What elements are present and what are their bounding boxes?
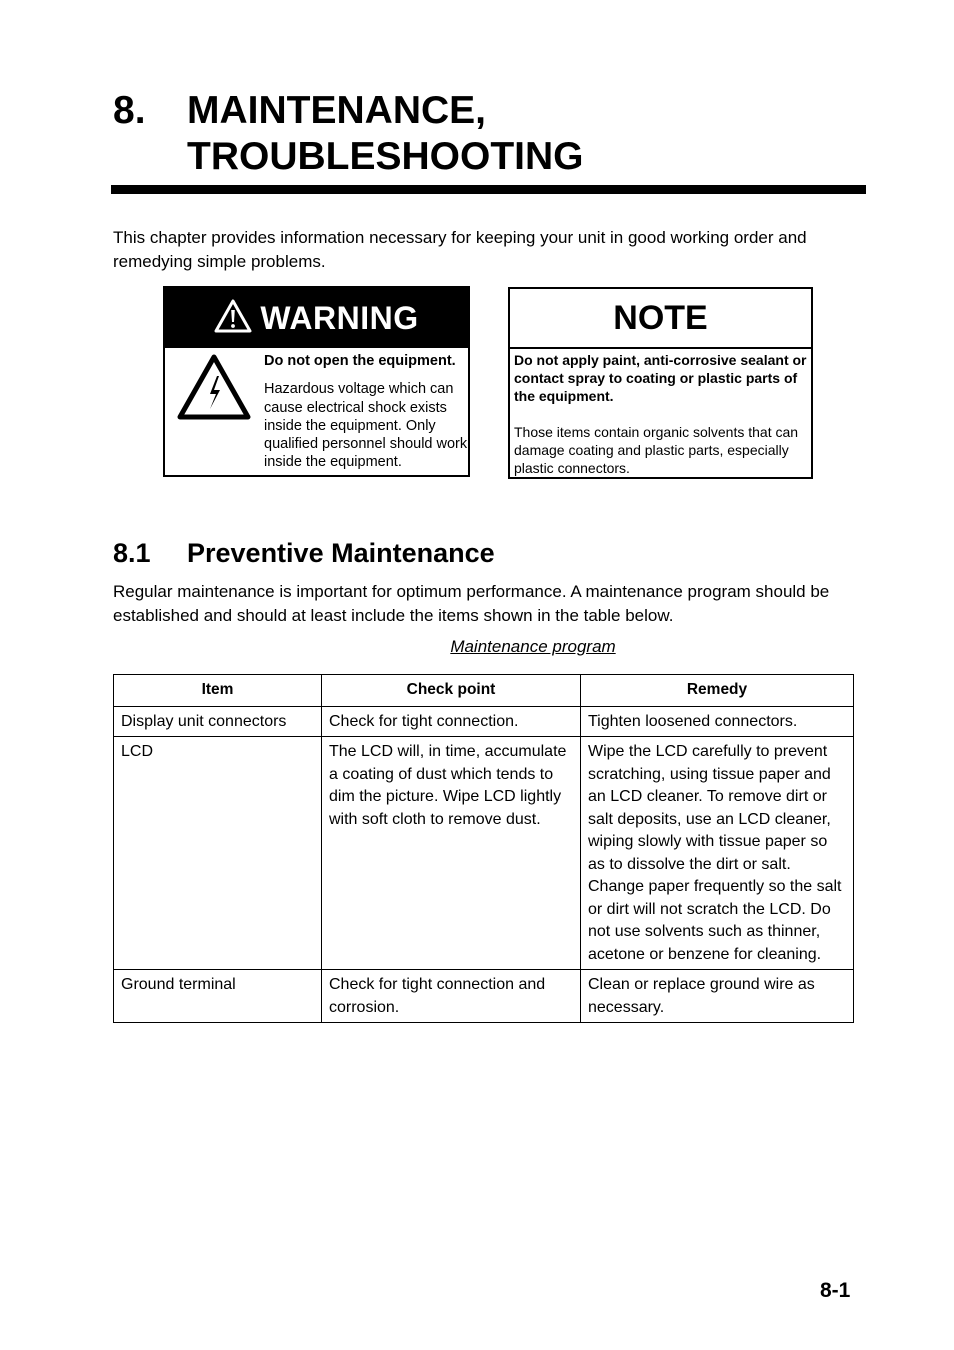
chapter-number: 8. xyxy=(113,89,146,132)
chapter-title-line2: TROUBLESHOOTING xyxy=(187,135,584,178)
maintenance-table xyxy=(113,674,854,1023)
table-header-row xyxy=(114,675,854,707)
header-remedy: Remedy xyxy=(581,675,854,707)
cell-check-point: Check for tight connection and corrosion. xyxy=(322,970,581,1023)
table-row xyxy=(114,970,854,1023)
table-caption: Maintenance program xyxy=(450,637,616,656)
section-number: 8.1 xyxy=(113,538,151,568)
intro-paragraph: This chapter provides information necessary for keeping your unit in good working order and remedying simple problems. xyxy=(113,228,807,271)
chapter-heading xyxy=(113,88,866,180)
section-heading xyxy=(113,536,495,570)
table-row xyxy=(114,706,854,737)
electric-shock-icon xyxy=(177,354,251,425)
chapter-title-line1: MAINTENANCE, xyxy=(187,89,486,132)
warning-box xyxy=(163,286,470,477)
cell-check-point: The LCD will, in time, accumulate a coating of dust which tends to dim the picture. Wipe LCD lightly with soft cloth to remove dust. xyxy=(322,737,581,970)
cell-item: LCD xyxy=(114,737,322,970)
cell-remedy: Wipe the LCD carefully to prevent scratching, using tissue paper and an LCD cleaner. To remove dirt or salt deposits, use an LCD cleaner, wiping slowly with tissue paper so as to dissolve the dirt or salt. Change paper frequently so the salt or dirt will not scratch the LCD. Do not use solvents such as thinner, acetone or benzene for cleaning. xyxy=(581,737,854,970)
section-title: Preventive Maintenance xyxy=(187,538,495,568)
note-title: Do not apply paint, anti-corrosive sealant or contact spray to coating or plastic parts of the equipment. xyxy=(514,352,807,404)
cell-item: Display unit connectors xyxy=(114,706,322,737)
page-number: 8-1 xyxy=(820,1279,851,1302)
cell-check-point: Check for tight connection. xyxy=(322,706,581,737)
note-header: NOTE xyxy=(510,289,811,349)
chapter-rule xyxy=(111,185,866,194)
note-text: Those items contain organic solvents that can damage coating and plastic parts, especially plastic connectors. xyxy=(514,424,799,476)
note-box xyxy=(508,287,813,479)
table-row xyxy=(114,737,854,970)
warning-text: Hazardous voltage which can cause electrical shock exists inside the equipment. Only qualified personnel should work inside the equipment. xyxy=(264,381,468,471)
section-paragraph: Regular maintenance is important for optimum performance. A maintenance program should be established and should at least include the items shown in the table below. xyxy=(113,582,830,625)
header-item: Item xyxy=(114,675,322,707)
header-check-point: Check point xyxy=(322,675,581,707)
warning-header xyxy=(165,288,468,348)
warning-title: Do not open the equipment. xyxy=(264,353,456,369)
cell-item: Ground terminal xyxy=(114,970,322,1023)
exclamation-triangle-icon xyxy=(214,299,252,338)
cell-remedy: Tighten loosened connectors. xyxy=(581,706,854,737)
cell-remedy: Clean or replace ground wire as necessary. xyxy=(581,970,854,1023)
warning-label: WARNING xyxy=(260,299,419,336)
